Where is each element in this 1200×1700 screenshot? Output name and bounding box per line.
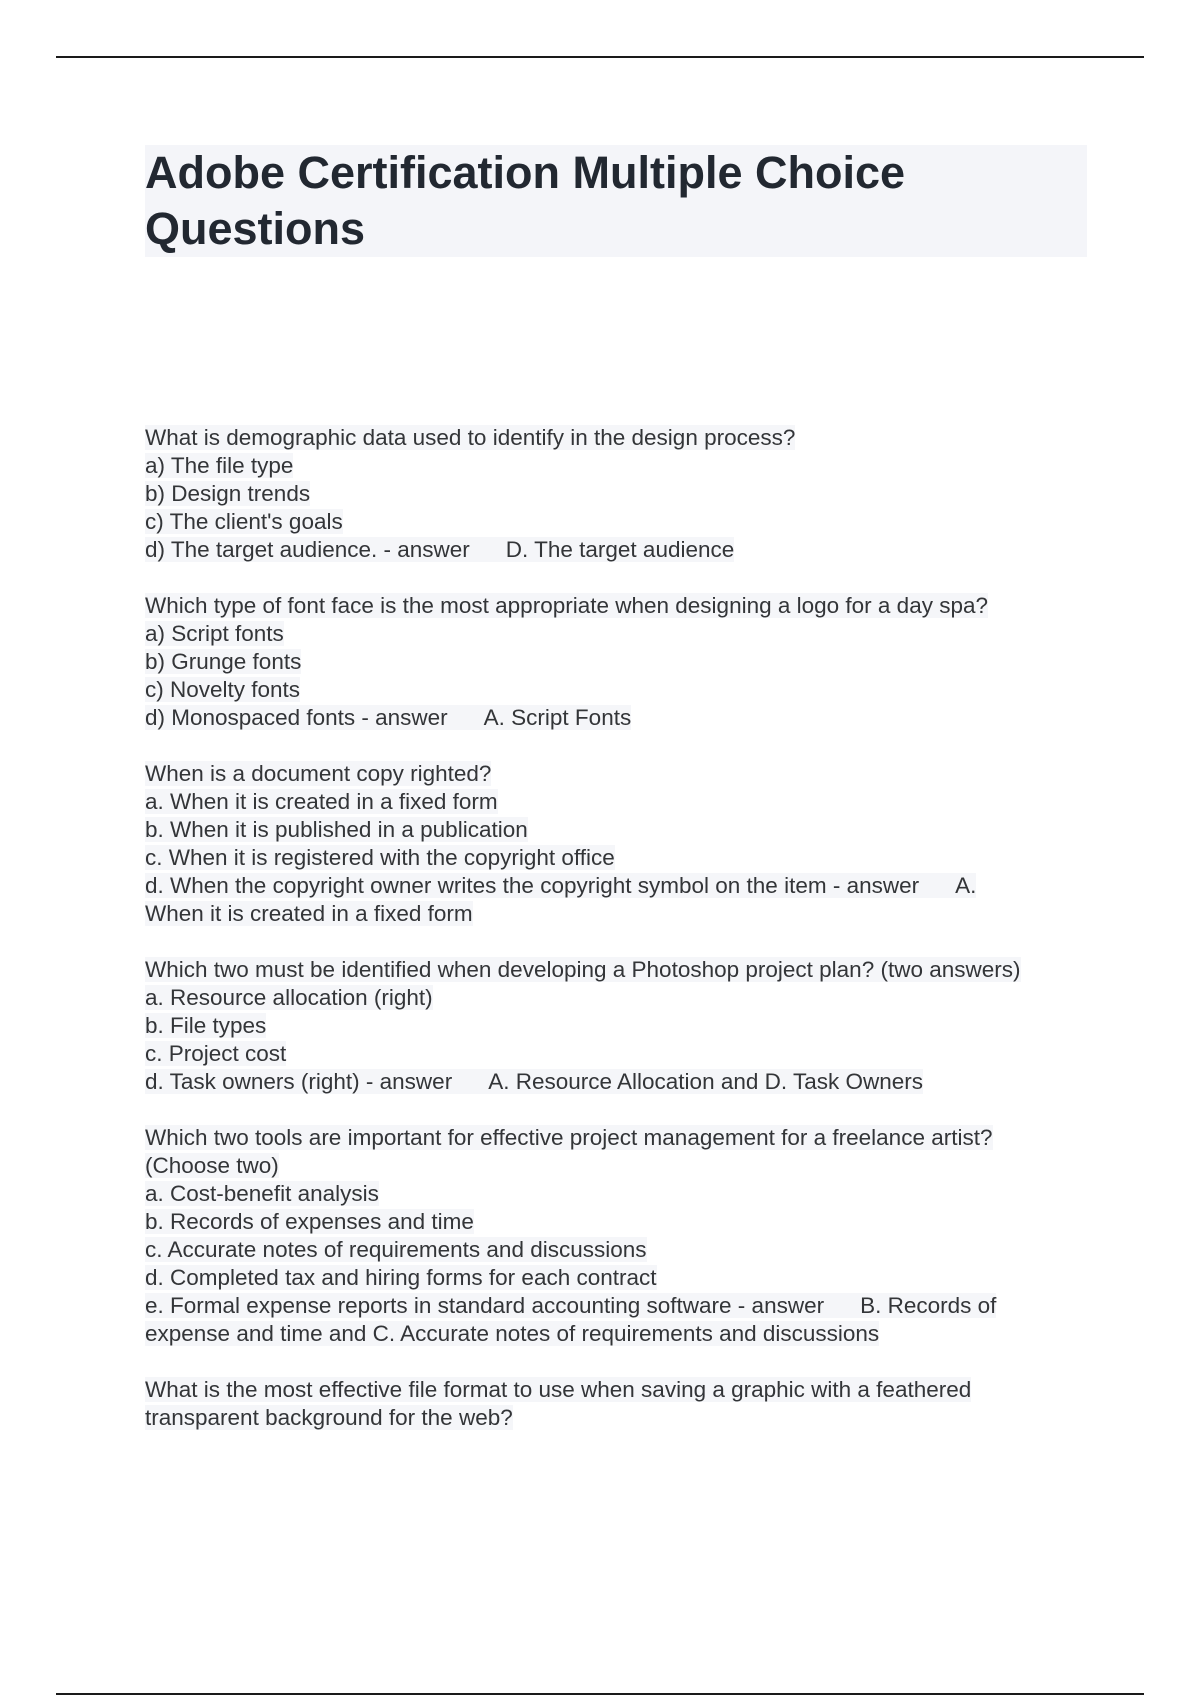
question-list bbox=[145, 424, 1095, 1460]
answer: A. bbox=[955, 873, 977, 898]
option: d. Completed tax and hiring forms for each contract bbox=[145, 1265, 657, 1290]
question-text-continued: transparent background for the web? bbox=[145, 1405, 513, 1430]
option: b. File types bbox=[145, 1013, 267, 1038]
answer: A. Script Fonts bbox=[483, 705, 632, 730]
option: b. When it is published in a publication bbox=[145, 817, 528, 842]
question-text-continued: (Choose two) bbox=[145, 1153, 279, 1178]
header-rule bbox=[56, 56, 1144, 58]
option: a. Resource allocation (right) bbox=[145, 985, 433, 1010]
option: b) Design trends bbox=[145, 481, 311, 506]
question-text: What is the most effective file format to use when saving a graphic with a feathered bbox=[145, 1377, 972, 1402]
page-title: Adobe Certification Multiple Choice Questions bbox=[145, 147, 906, 254]
question-item bbox=[145, 592, 1095, 732]
answer-continued: When it is created in a fixed form bbox=[145, 901, 473, 926]
question-item bbox=[145, 1124, 1095, 1348]
option: c. Project cost bbox=[145, 1041, 287, 1066]
question-text: Which type of font face is the most appropriate when designing a logo for a day spa? bbox=[145, 593, 989, 618]
option: a. Cost-benefit analysis bbox=[145, 1181, 379, 1206]
question-item bbox=[145, 956, 1095, 1096]
question-text: What is demographic data used to identify in the design process? bbox=[145, 425, 796, 450]
option: d) Monospaced fonts - answer bbox=[145, 705, 448, 730]
question-text: Which two must be identified when developing a Photoshop project plan? (two answers) bbox=[145, 957, 1021, 982]
option: d) The target audience. - answer bbox=[145, 537, 470, 562]
question-item bbox=[145, 760, 1095, 928]
option: c) The client's goals bbox=[145, 509, 343, 534]
option: a) Script fonts bbox=[145, 621, 284, 646]
question-text: Which two tools are important for effective project management for a freelance artist? bbox=[145, 1125, 993, 1150]
footer-rule bbox=[56, 1693, 1144, 1695]
option: a. When it is created in a fixed form bbox=[145, 789, 498, 814]
question-text: When is a document copy righted? bbox=[145, 761, 492, 786]
option: a) The file type bbox=[145, 453, 294, 478]
option: c. Accurate notes of requirements and discussions bbox=[145, 1237, 647, 1262]
option: d. When the copyright owner writes the copyright symbol on the item - answer bbox=[145, 873, 920, 898]
option: c) Novelty fonts bbox=[145, 677, 301, 702]
question-item bbox=[145, 424, 1095, 564]
option: b) Grunge fonts bbox=[145, 649, 302, 674]
question-item bbox=[145, 1376, 1095, 1432]
answer: B. Records of bbox=[860, 1293, 997, 1318]
answer: A. Resource Allocation and D. Task Owners bbox=[488, 1069, 923, 1094]
option: e. Formal expense reports in standard accounting software - answer bbox=[145, 1293, 825, 1318]
option: b. Records of expenses and time bbox=[145, 1209, 474, 1234]
answer: D. The target audience bbox=[505, 537, 735, 562]
option: d. Task owners (right) - answer bbox=[145, 1069, 453, 1094]
title-block bbox=[145, 145, 1087, 257]
answer-continued: expense and time and C. Accurate notes of requirements and discussions bbox=[145, 1321, 880, 1346]
option: c. When it is registered with the copyright office bbox=[145, 845, 615, 870]
